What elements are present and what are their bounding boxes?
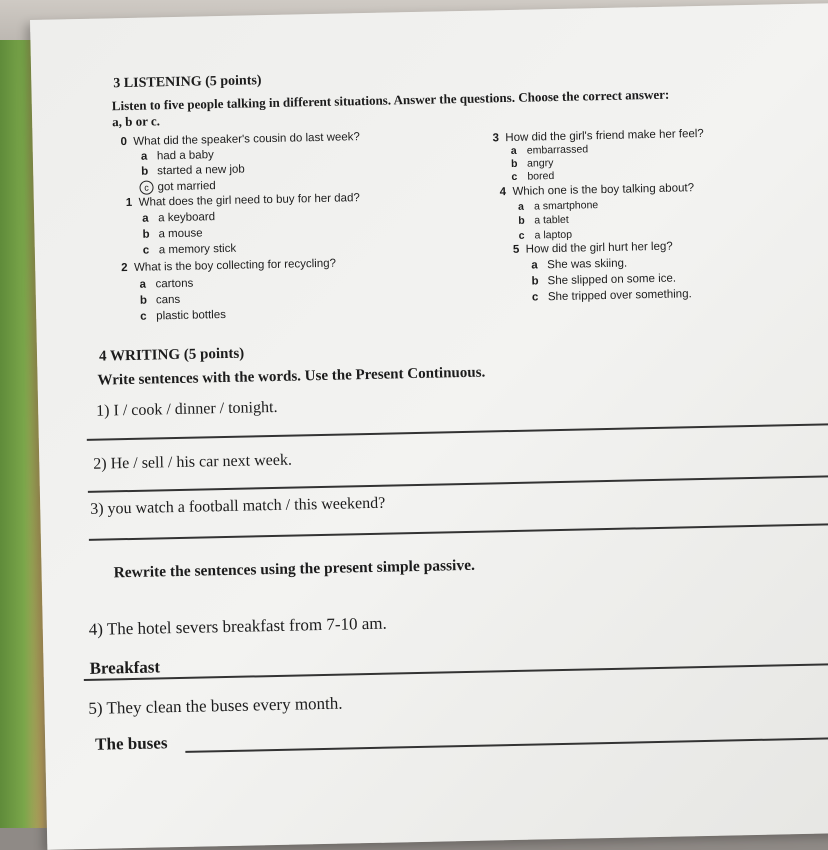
option-4c: c a laptop [518,228,573,242]
answer-line-5[interactable] [185,737,828,753]
answer-line-4[interactable] [84,663,828,681]
rewrite-instructions: Rewrite the sentences using the present simple passive. [113,556,476,582]
answer-circle: c [139,180,153,194]
option-0b: b started a new job [141,163,245,178]
writing-item-1: 1) I / cook / dinner / tonight. [96,398,278,420]
listening-heading: 3 LISTENING (5 points) [113,73,262,92]
option-0c-circled: c got married [139,179,215,195]
option-1c: c a memory stick [142,242,237,257]
question-2: 2 What is the boy collecting for recycling? [121,257,337,275]
listening-instructions-line2: a, b or c. [111,113,161,130]
option-0a: a had a baby [140,149,214,163]
option-2a: a cartons [139,277,194,291]
listening-instructions-line1: Listen to five people talking in different situations. Answer the questions. Choose the correct answer: [111,86,670,114]
rewrite-item-4: 4) The hotel severs breakfast from 7-10 am. [88,613,387,639]
option-4a: a a smartphone [517,199,599,213]
writing-item-3: 3) you watch a football match / this weekend? [90,494,386,518]
option-2b: b cans [139,293,181,307]
answer-line-2[interactable] [88,475,828,492]
writing-item-2: 2) He / sell / his car next week. [93,451,293,473]
option-5b: b She slipped on some ice. [531,272,677,288]
option-3b: b angry [510,157,554,170]
option-5c: c She tripped over something. [531,288,692,304]
question-4: 4 Which one is the boy talking about? [499,182,695,199]
option-2c: c plastic bottles [140,308,227,323]
answer-line-1[interactable] [87,423,828,440]
question-0 [120,131,360,148]
question-3: 3 How did the girl's friend make her feel? [492,127,704,145]
rewrite-start-4: Breakfast [89,657,161,678]
rewrite-item-5: 5) They clean the buses every month. [88,693,343,718]
option-5a: a She was skiing. [531,257,628,272]
option-4b: b a tablet [518,213,569,227]
writing-heading: 4 WRITING (5 points) [98,345,245,365]
answer-line-3[interactable] [89,523,828,540]
rewrite-start-5: The buses [94,733,168,754]
writing-instructions: Write sentences with the words. Use the Present Continuous. [97,364,486,389]
option-1a: a a keyboard [142,211,216,225]
question-1: 1 What does the girl need to buy for her dad? [125,192,360,210]
question-number: 0 [120,135,128,149]
option-3a: a embarrassed [510,143,589,157]
worksheet-page [30,3,828,850]
option-3c: c bored [511,170,555,183]
option-1b: b a mouse [142,227,203,241]
question-5: 5 How did the girl hurt her leg? [512,240,673,256]
question-text: What did the speaker's cousin do last week? [133,131,361,148]
